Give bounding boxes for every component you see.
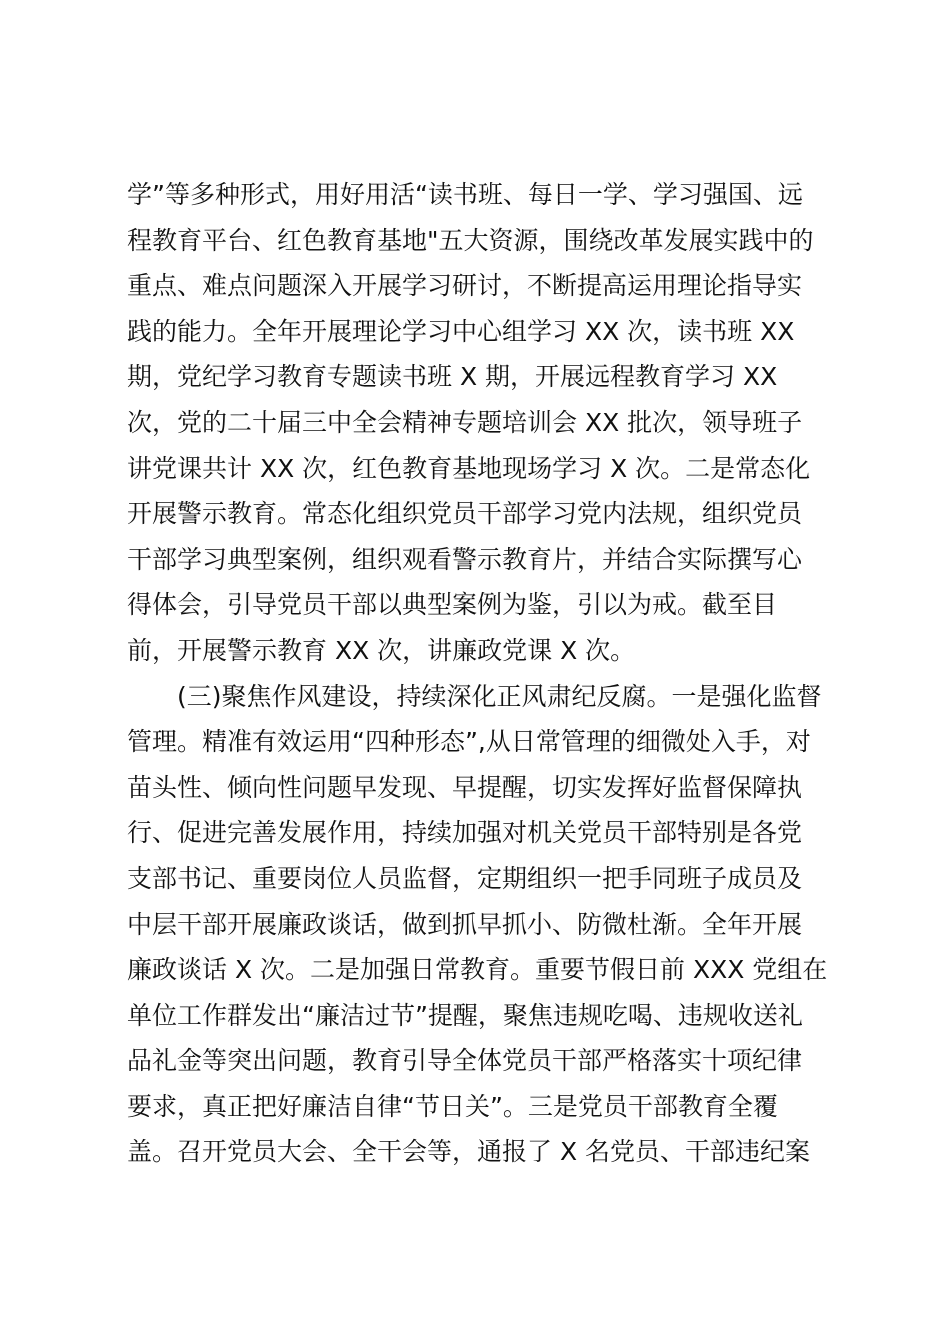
text-line: 践的能力。全年开展理论学习中心组学习 XX 次，读书班 XX — [127, 316, 795, 346]
document-body — [127, 172, 847, 1175]
text-line: 中层干部开展廉政谈话，做到抓早抓小、防微杜渐。全年开展 — [127, 909, 803, 939]
text-line: 次，党的二十届三中全会精神专题培训会 XX 批次，领导班子 — [127, 407, 803, 437]
text-line: 廉政谈话 X 次。二是加强日常教育。重要节假日前 XXX 党组在 — [127, 955, 828, 985]
text-line: 学”等多种形式，用好用活“读书班、每日一学、学习强国、远 — [127, 180, 803, 209]
text-line: 苗头性、倾向性问题早发现、早提醒，切实发挥好监督保障执 — [127, 772, 803, 802]
text-line: 盖。召开党员大会、全干会等，通报了 X 名党员、干部违纪案 — [127, 1137, 811, 1167]
text-line: 得体会，引导党员干部以典型案例为鉴，引以为戒。截至目 — [127, 590, 778, 620]
text-line: 前，开展警示教育 XX 次，讲廉政党课 X 次。 — [127, 635, 636, 665]
text-line: 要求，真正把好廉洁自律“节日关”。三是党员干部教育全覆 — [127, 1091, 778, 1121]
text-line: 干部学习典型案例，组织观看警示教育片，并结合实际撰写心 — [127, 544, 803, 574]
text-line: 程教育平台、红色教育基地"五大资源，围绕改革发展实践中的 — [127, 225, 814, 255]
text-line: 期，党纪学习教育专题读书班 X 期，开展远程教育学习 XX — [127, 362, 778, 392]
text-line: 支部书记、重要岗位人员监督，定期组织一把手同班子成员及 — [127, 863, 803, 893]
text-line: 管理。精准有效运用“四种形态”,从日常管理的细微处入手，对 — [127, 727, 811, 757]
section-heading-line: (三)聚焦作风建设，持续深化正风肃纪反腐。一是强化监督 — [177, 681, 822, 711]
text-line: 开展警示教育。常态化组织党员干部学习党内法规，组织党员 — [127, 499, 803, 529]
text-line: 讲党课共计 XX 次，红色教育基地现场学习 X 次。二是常态化 — [127, 453, 811, 483]
text-line: 品礼金等突出问题，教育引导全体党员干部严格落实十项纪律 — [127, 1046, 803, 1076]
text-line: 行、促进完善发展作用，持续加强对机关党员干部特别是各党 — [127, 818, 803, 848]
text-line: 重点、难点问题深入开展学习研讨，不断提高运用理论指导实 — [127, 271, 803, 301]
text-line: 单位工作群发出“廉洁过节”提醒，聚焦违规吃喝、违规收送礼 — [127, 1000, 803, 1030]
